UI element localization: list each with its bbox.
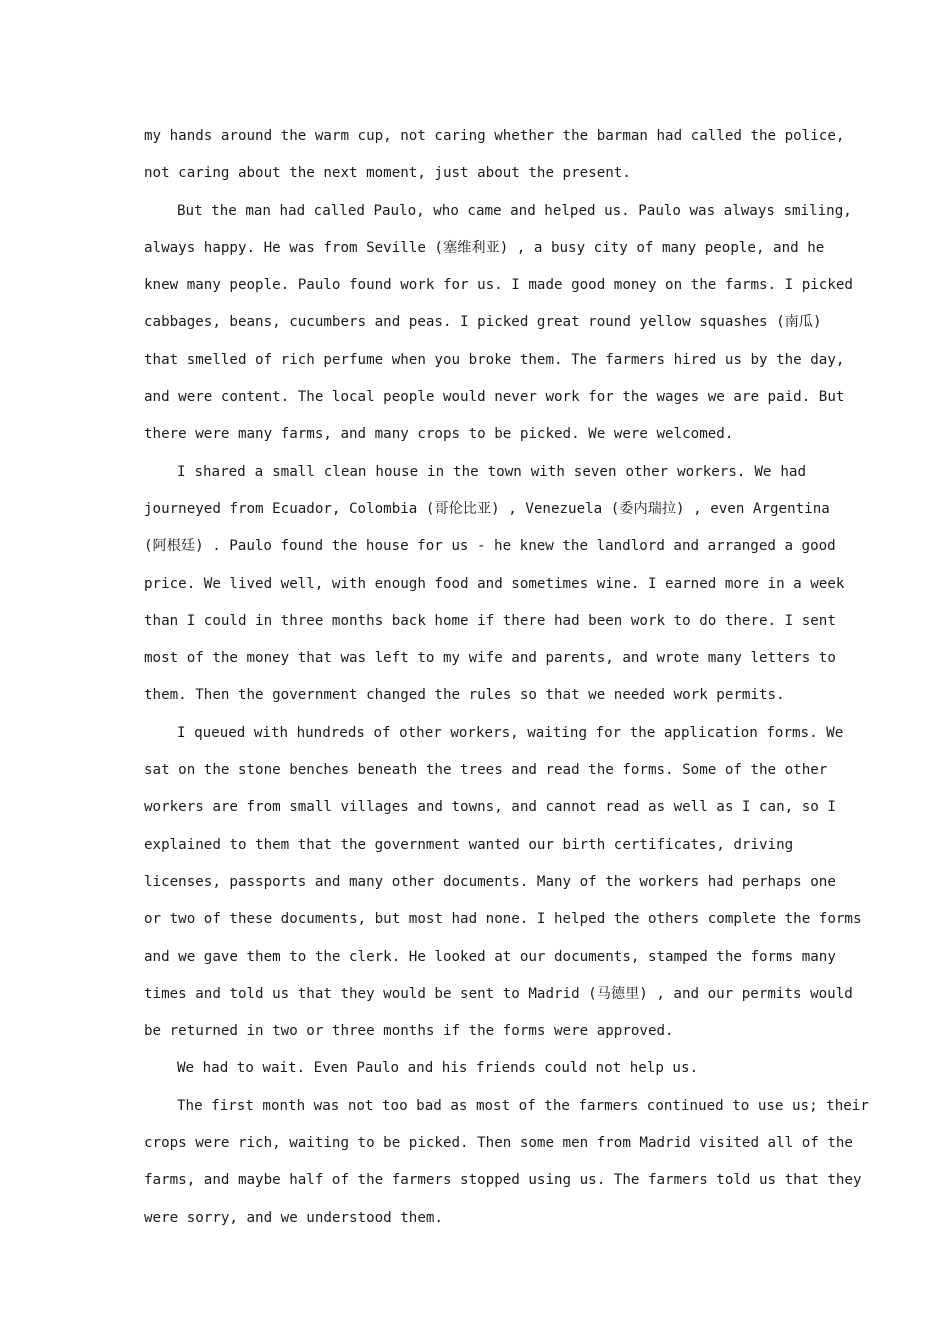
text-line: my hands around the warm cup, not caring whether the barman had called the police, [144,128,845,144]
text-line: were sorry, and we understood them. [144,1209,443,1226]
body-text [144,118,869,1237]
text-line: not caring about the next moment, just about the present. [144,165,631,182]
text-line: and we gave them to the clerk. He looked at our documents, stamped the forms many [144,948,836,965]
text-line: explained to them that the government wanted our birth certificates, driving [144,836,794,853]
paragraph-first-line: The first month was not too bad as most of the farmers continued to use us; their [177,1097,869,1114]
paragraph-first-line: I queued with hundreds of other workers, waiting for the application forms. We [177,724,844,741]
text-line: and were content. The local people would never work for the wages we are paid. But [144,389,845,406]
text-line: farms, and maybe half of the farmers stopped using us. The farmers told us that they [144,1172,862,1189]
text-line: always happy. He was from Seville (塞维利亚) , a busy city of many people, and he [144,239,825,256]
text-line: journeyed from Ecuador, Colombia (哥伦比亚) , Venezuela (委内瑞拉) , even Argentina [144,500,830,517]
text-line: or two of these documents, but most had none. I helped the others complete the forms [144,911,862,928]
text-line: workers are from small villages and towns, and cannot read as well as I can, so I [144,799,836,816]
text-line: crops were rich, waiting to be picked. Then some men from Madrid visited all of the [144,1135,853,1152]
text-line: be returned in two or three months if the forms were approved. [144,1023,674,1040]
paragraph-first-line: I shared a small clean house in the town with seven other workers. We had [177,463,806,480]
text-line: than I could in three months back home if there had been work to do there. I sent [144,612,836,629]
text-line: licenses, passports and many other documents. Many of the workers had perhaps one [144,873,836,890]
text-line: (阿根廷) . Paulo found the house for us - he knew the landlord and arranged a good [144,538,836,555]
text-line: most of the money that was left to my wife and parents, and wrote many letters to [144,650,836,667]
paragraph-first-line: We had to wait. Even Paulo and his friends could not help us. [177,1060,699,1077]
text-line: them. Then the government changed the rules so that we needed work permits. [144,687,785,704]
paragraph-first-line: But the man had called Paulo, who came and helped us. Paulo was always smiling, [177,202,852,219]
text-line: sat on the stone benches beneath the trees and read the forms. Some of the other [144,762,828,779]
text-line: that smelled of rich perfume when you broke them. The farmers hired us by the day, [144,351,845,368]
text-line: knew many people. Paulo found work for us. I made good money on the farms. I picked [144,277,853,294]
text-line: there were many farms, and many crops to be picked. We were welcomed. [144,426,734,443]
text-line: cabbages, beans, cucumbers and peas. I picked great round yellow squashes (南瓜) [144,314,822,331]
text-line: price. We lived well, with enough food and sometimes wine. I earned more in a week [144,575,845,592]
text-line: times and told us that they would be sent to Madrid (马德里) , and our permits would [144,985,853,1002]
